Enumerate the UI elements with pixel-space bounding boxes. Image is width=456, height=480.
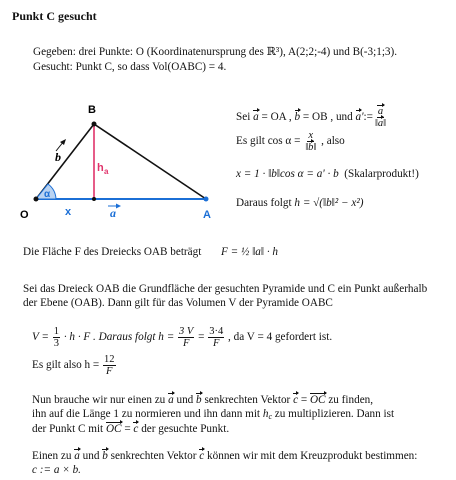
page-title: Punkt C gesucht [12,9,97,23]
area-formula: F = ½ ‖a‖ · h [221,246,279,258]
para2-line2: ihn auf die Länge 1 zu normieren und ihn dann mit $h_c$ zu multiplizieren. Dann ist [32,408,395,421]
right-cos-line: Es gilt cos α = $\frac{x}{‖b‖}$ , also [236,130,345,153]
para2-line3: der Punkt C mit OC = c der gesuchte Punkt. [32,423,230,435]
label-alpha: α [44,189,51,200]
para1-line2: der Ebene (OAB). Dann gilt für das Volumen V der Pyramide OABC [23,297,333,309]
given-line-1: Gegeben: drei Punkte: O (Koordinatenursprung des ℝ³), A(2;2;-4) und B(-3;1;3). [33,46,398,58]
point-b [92,122,97,127]
para3-line2: c := a × b. [32,464,81,476]
label-ha-sub: a [104,167,109,176]
label-b: B [88,104,96,116]
side-line-ba [94,124,206,199]
para3-line1: Einen zu a und b senkrechten Vektor c können wir mit dem Kreuzprodukt bestimmen: [32,450,418,462]
area-text: Die Fläche F des Dreiecks OAB beträgt [23,246,202,258]
para1-line1: Sei das Dreieck OAB die Grundfläche der gesuchten Pyramide und C ein Punkt außerhalb [23,283,428,295]
label-a-vec: a [110,206,116,220]
right-sei-line: Sei a = OA , b = OB , und a':= $\frac{a}{‖a‖}$ [236,106,387,129]
triangle-diagram [0,95,230,230]
label-x: x [65,206,72,218]
height-formula: Es gilt also h = $\frac{12}{F}$ [32,354,115,377]
right-x-line: x = 1 · ‖b‖cos α = a' · b (Skalarprodukt!) [236,168,419,180]
right-daraus-line: Daraus folgt h = √(‖b‖² − x²) [236,197,364,209]
volume-formula: V = $\frac{1}{3}$ · h · F . Daraus folgt h = $\frac{3 V}{F}$ = $\frac{3\cdot 4}{F}$ , da V = 4 gefordert ist. [32,326,333,349]
point-o [34,197,39,202]
point-a [204,197,209,202]
label-a: A [203,209,211,221]
given-line-2: Gesucht: Punkt C, so dass Vol(OABC) = 4. [33,61,227,73]
label-o: O [20,209,29,221]
label-ha: h [97,162,104,174]
foot-point [92,197,96,201]
para2-line1: Nun brauche wir nur einen zu a und b senkrechten Vektor c = OC zu finden, [32,394,374,406]
label-b-vec: b [55,150,61,164]
